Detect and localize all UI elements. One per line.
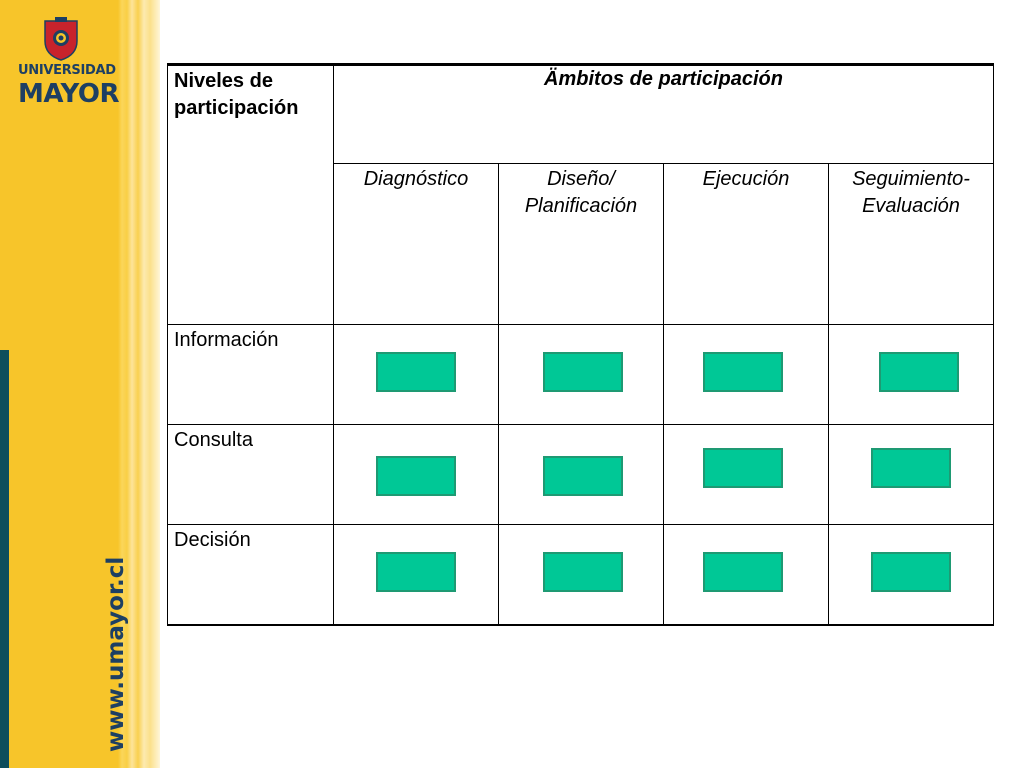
green-mark [703,448,783,488]
green-mark [543,352,623,392]
table-cell [334,325,499,425]
column-header-ejecucion [664,164,829,325]
table-cell [499,325,664,425]
green-mark [376,552,456,592]
green-mark [543,552,623,592]
row-label-informacion: Información [168,325,334,425]
column-header-line1: Seguimiento- [852,168,970,190]
column-header-line1: Diagnóstico [363,168,469,190]
green-mark [376,352,456,392]
table-cell [829,425,994,525]
sidebar-band [0,0,160,768]
green-mark [703,552,783,592]
column-header-diseno [499,164,664,325]
teal-strip [0,350,9,768]
table-cell [499,425,664,525]
table-cell [664,325,829,425]
column-header-line2: Planificación [524,195,638,217]
niveles-header-line2: participación [174,97,299,119]
table-cell [334,425,499,525]
table-cell [664,425,829,525]
green-mark [871,448,951,488]
green-mark [871,552,951,592]
column-header-seguimiento [829,164,994,325]
niveles-header-line1: Niveles de [174,70,273,92]
university-shield-icon [43,17,79,61]
green-mark [879,352,959,392]
table-cell [334,525,499,625]
column-header-line1: Diseño/ [547,168,615,190]
ambitos-header: Ämbitos de participación [334,65,994,164]
table-cell [829,325,994,425]
participation-matrix [167,63,994,626]
table-cell [664,525,829,625]
row-label-decision: Decisión [168,525,334,625]
green-mark [376,456,456,496]
row-label-consulta: Consulta [168,425,334,525]
column-header-line2: Evaluación [862,195,960,217]
niveles-header [168,65,334,325]
column-header-diagnostico [334,164,499,325]
logo-text-universidad: UNIVERSIDAD [18,63,116,78]
logo-text-mayor: MAYOR [18,79,120,109]
green-mark [703,352,783,392]
table-cell [829,525,994,625]
website-url: www.umayor.cl [103,556,129,752]
column-header-line1: Ejecución [702,168,790,190]
green-mark [543,456,623,496]
table-cell [499,525,664,625]
